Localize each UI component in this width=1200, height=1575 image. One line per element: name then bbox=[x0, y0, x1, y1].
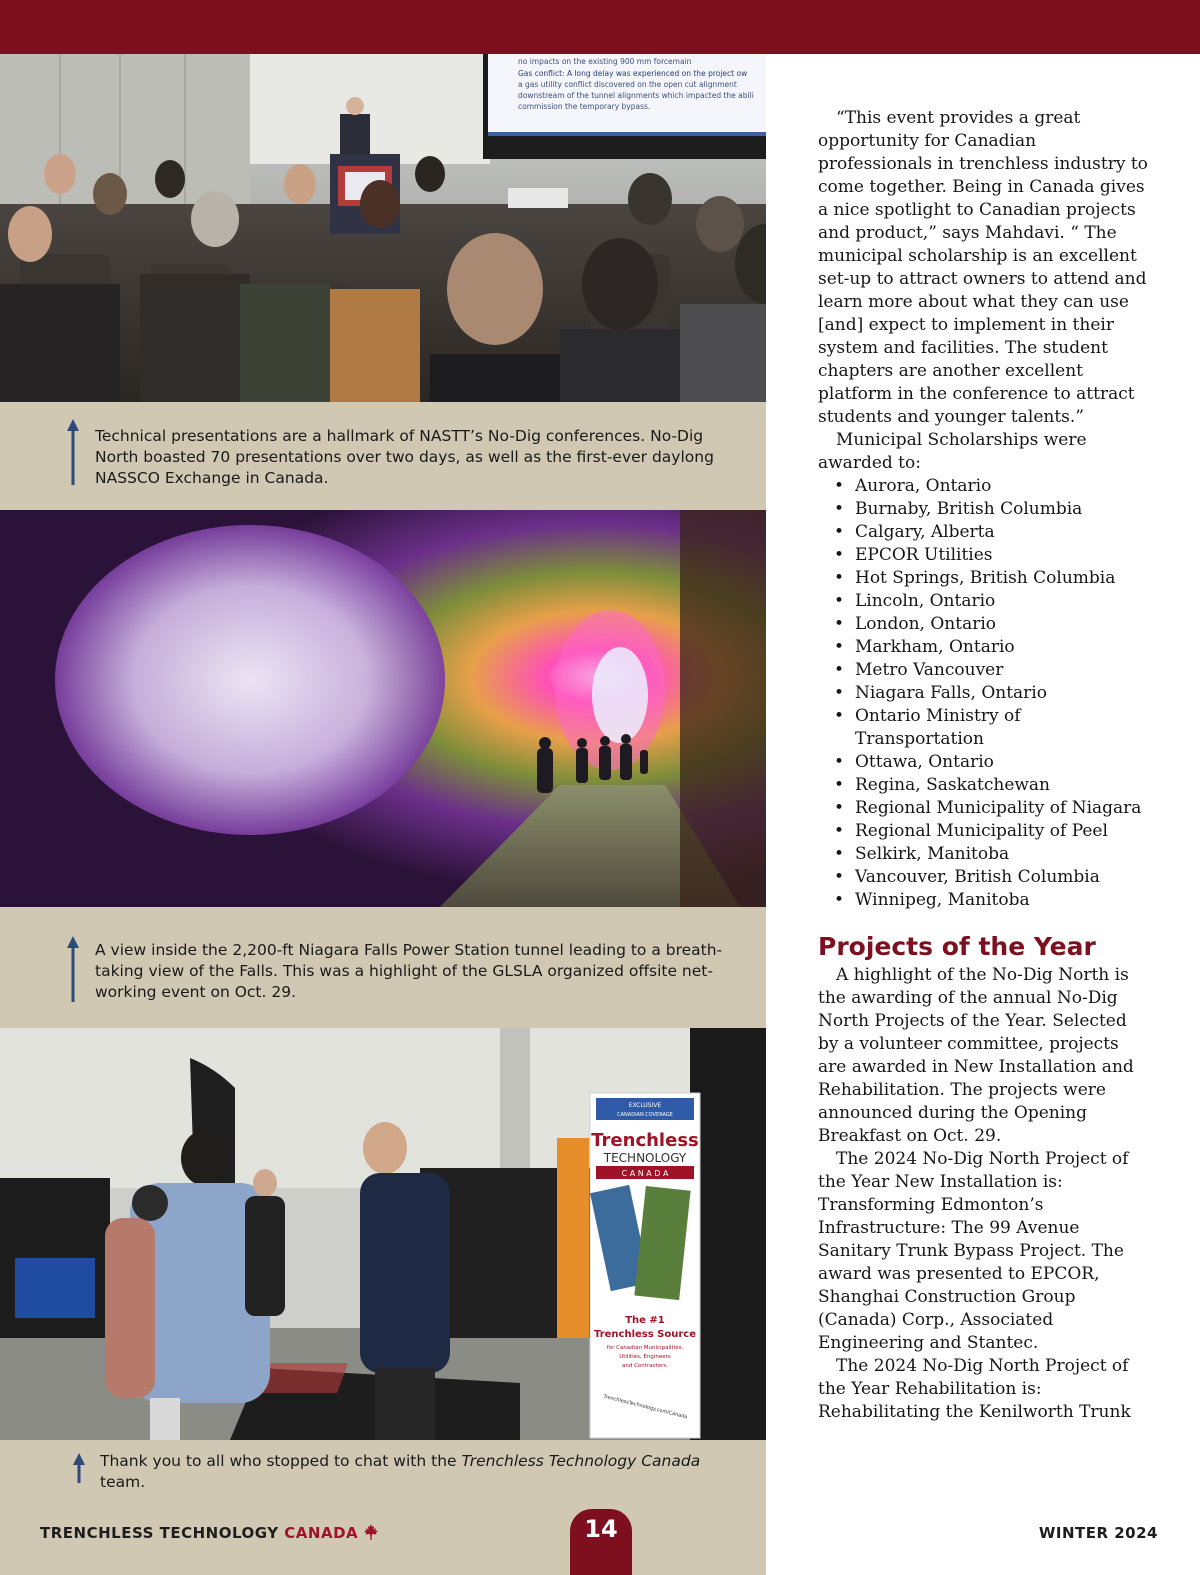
banner-source: for Canadian Municipalities, bbox=[606, 1345, 684, 1351]
booth-caption-text: Thank you to all who stopped to chat with the bbox=[100, 1452, 462, 1470]
list-item: • Ottawa, Ontario bbox=[818, 751, 1148, 774]
quote-paragraph: “This event provides a great opportunity for Canadian professionals in trenchless industry to come together. Being in Canada gives a nice spotlight to Canadian projects and product,” says Mahdavi. “ The municipal scholarship is an excellent set-up to attract owners to attend and learn more about what they can use [and] expect to implement in their system and facilities. The student chapters are another excellent platform in the conference to attract students and younger talents.” bbox=[818, 108, 1148, 427]
banner-url: TrenchlessTechnology.com/Canada bbox=[602, 1393, 688, 1421]
maple-leaf-icon bbox=[363, 1524, 379, 1540]
arrow-up-icon bbox=[73, 1453, 85, 1483]
section-title: Projects of the Year bbox=[818, 932, 1096, 961]
slide-line: downstream of the tunnel alignments which impacted the abili bbox=[518, 91, 754, 100]
list-item: • Markham, Ontario bbox=[818, 636, 1148, 659]
banner-title-technology: TECHNOLOGY bbox=[603, 1151, 687, 1165]
booth-caption bbox=[100, 1451, 750, 1493]
scholarship-list bbox=[818, 475, 1148, 912]
banner-title: Trenchless bbox=[591, 1130, 699, 1151]
tunnel-photo bbox=[0, 510, 766, 907]
list-item: • Hot Springs, British Columbia bbox=[818, 567, 1148, 590]
banner-exclusive: EXCLUSIVE bbox=[628, 1102, 662, 1109]
footer-brand-name: TRENCHLESS TECHNOLOGY bbox=[40, 1524, 285, 1542]
banner-title-canada: C A N A D A bbox=[621, 1169, 669, 1178]
issue-label: WINTER 2024 bbox=[1038, 1524, 1158, 1542]
list-item: • EPCOR Utilities bbox=[818, 544, 1148, 567]
list-item: • London, Ontario bbox=[818, 613, 1148, 636]
banner-source: The #1 bbox=[625, 1315, 665, 1326]
photo-column bbox=[0, 54, 766, 1575]
banner-source: and Contractors. bbox=[622, 1363, 668, 1369]
article-column bbox=[818, 107, 1148, 1424]
list-item: • Regional Municipality of Peel bbox=[818, 820, 1148, 843]
list-item: • Burnaby, British Columbia bbox=[818, 498, 1148, 521]
list-item: • Metro Vancouver bbox=[818, 659, 1148, 682]
trenchless-banner bbox=[590, 1093, 700, 1438]
booth-caption-publication: Trenchless Technology Canada bbox=[461, 1452, 701, 1470]
article-paragraph: The 2024 No-Dig North Project of the Year Rehabilitation is: Rehabilitating the Kenilworth Trunk bbox=[818, 1356, 1131, 1422]
booth-photo bbox=[0, 1028, 766, 1440]
footer-brand-accent: CANADA bbox=[284, 1524, 359, 1542]
top-banner bbox=[0, 0, 1200, 54]
list-item: • Ontario Ministry of Transportation bbox=[818, 705, 1148, 751]
scholarship-intro: Municipal Scholarships were awarded to: bbox=[818, 430, 1087, 473]
list-item: • Selkirk, Manitoba bbox=[818, 843, 1148, 866]
slide-line: Gas conflict: A long delay was experienced on the project ow bbox=[518, 69, 748, 78]
list-item: • Lincoln, Ontario bbox=[818, 590, 1148, 613]
article-paragraph: The 2024 No-Dig North Project of the Year New Installation is: Transforming Edmonton’s Infrastructure: The 99 Avenue Sanitary Trunk Bypass Project. The award was presented to EPCOR, Shanghai Construction Group (Canada) Corp., Associated Engineering and Stantec. bbox=[818, 1149, 1129, 1353]
presentation-caption: Technical presentations are a hallmark of NASTT’s No-Dig conferences. No-Dig North boasted 70 presentations over two days, as well as the first-ever daylong NASSCO Exchange in Canada. bbox=[95, 427, 714, 487]
list-item: • Vancouver, British Columbia bbox=[818, 866, 1148, 889]
banner-source: Utilities, Engineers bbox=[619, 1354, 671, 1360]
slide-line: no impacts on the existing 900 mm forcemain bbox=[518, 57, 692, 66]
page-number: 14 bbox=[570, 1509, 632, 1575]
presentation-photo bbox=[0, 54, 766, 402]
list-item: • Regina, Saskatchewan bbox=[818, 774, 1148, 797]
slide-line: commission the temporary bypass. bbox=[518, 102, 651, 111]
list-item: • Aurora, Ontario bbox=[818, 475, 1148, 498]
tunnel-caption: A view inside the 2,200-ft Niagara Falls Power Station tunnel leading to a breath-taking view of the Falls. This was a highlight of the GLSLA organized offsite net-working event on Oct. 29. bbox=[95, 941, 723, 1001]
list-item: • Winnipeg, Manitoba bbox=[818, 889, 1148, 912]
banner-coverage: CANADIAN COVERAGE bbox=[617, 1112, 673, 1118]
footer-brand bbox=[40, 1524, 379, 1542]
list-item: • Niagara Falls, Ontario bbox=[818, 682, 1148, 705]
arrow-up-icon bbox=[67, 936, 79, 1002]
list-item: • Calgary, Alberta bbox=[818, 521, 1148, 544]
booth-caption-text-end: team. bbox=[100, 1473, 146, 1491]
list-item: • Regional Municipality of Niagara bbox=[818, 797, 1148, 820]
slide-line: a gas utility conflict discovered on the open cut alignment bbox=[518, 80, 737, 89]
arrow-up-icon bbox=[67, 419, 79, 485]
banner-source: Trenchless Source bbox=[593, 1329, 697, 1340]
article-paragraph: A highlight of the No-Dig North is the awarding of the annual No-Dig North Projects of the Year. Selected by a volunteer committee, projects are awarded in New Installation and Rehabilitation. The projects were announced during the Opening Breakfast on Oct. 29. bbox=[818, 965, 1134, 1146]
